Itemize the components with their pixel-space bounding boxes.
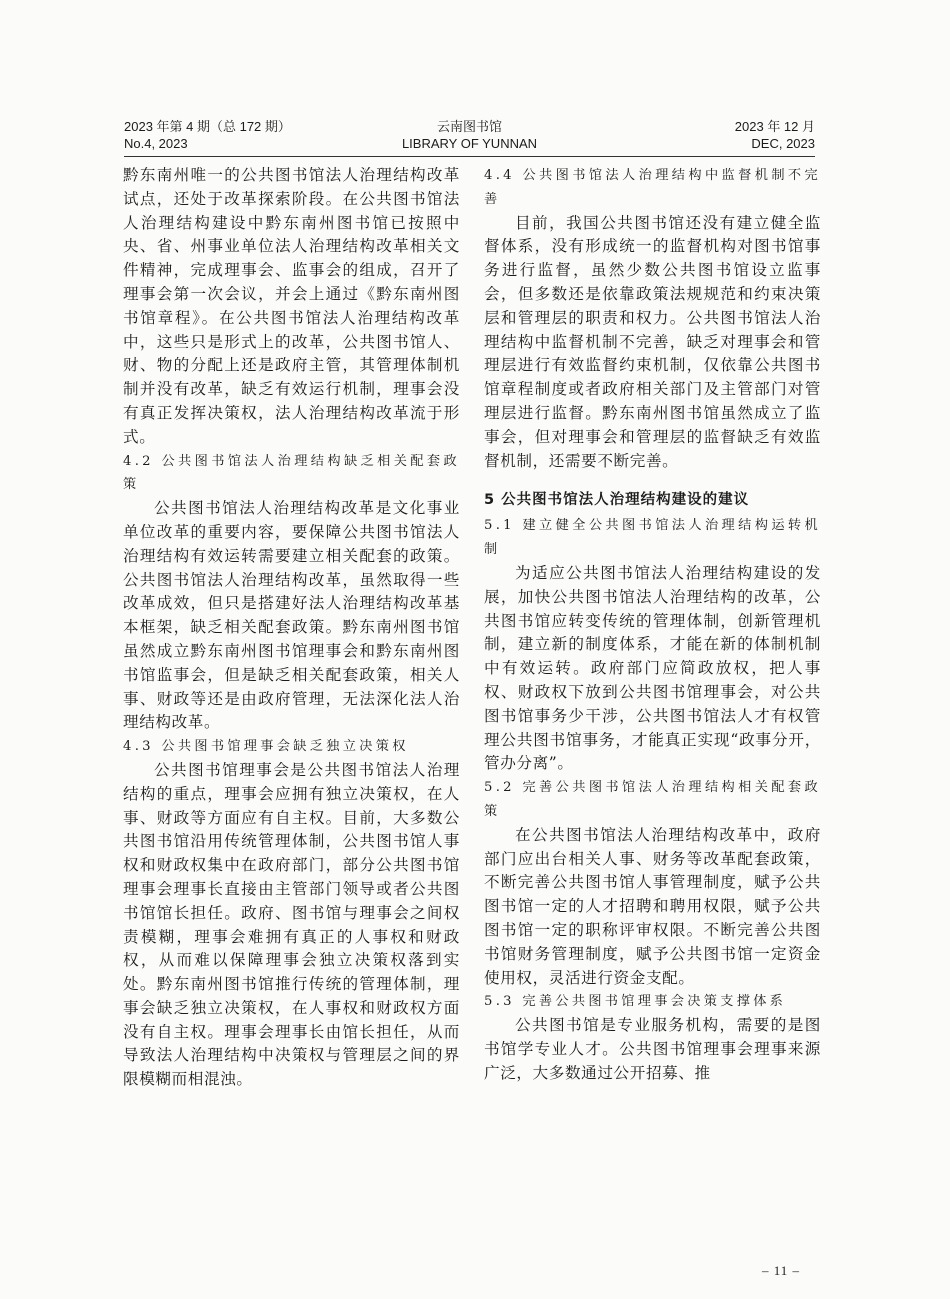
section-heading-5-1: 5.1 建立健全公共图书馆法人治理结构运转机制 — [484, 518, 821, 558]
page-header — [124, 118, 815, 158]
date-cn: 2023 年 12 月 — [734, 119, 815, 134]
paragraph: 公共图书馆理事会是公共图书馆法人治理结构的重点，理事会应拥有独立决策权，在人事、财政等方面应有自主权。目前，大多数公共图书馆沿用传统管理体制，公共图书馆人事权和财政权集中在政府部门，部分公共图书馆理事会理事长直接由主管部门领导或者公共图书馆馆长担任。政府、图书馆与理事会之间权责模糊，理事会难拥有真正的人事权和财政权，从而难以保障理事会独立决策权落到实处。黔东南州图书馆推行传统的管理体制，理事会缺乏独立决策权，在人事权和财政权方面没有自主权。理事会理事长由馆长担任，从而导致法人治理结构中决策权与管理层之间的界限模糊而相混浊。 — [123, 760, 460, 1089]
section-heading-5-3: 5.3 完善公共图书馆理事会决策支撑体系 — [484, 994, 787, 1010]
right-column — [484, 164, 821, 1085]
paragraph: 公共图书馆是专业服务机构，需要的是图书馆学专业人才。公共图书馆理事会理事来源广泛，大多数通过公开招募、推 — [484, 1016, 821, 1082]
paragraph: 目前，我国公共图书馆还没有建立健全监督体系，没有形成统一的监督机构对图书馆事务进行监督，虽然少数公共图书馆设立监事会，但多数还是依靠政策法规规范和约束决策层和管理层的职责和权力。公共图书馆法人治理结构中监督机制不完善，缺乏对理事会和管理层进行有效监督约束机制，仅依靠公共图书馆章程制度或者政府相关部门及主管部门对管理层进行监督。黔东南州图书馆虽然成立了监事会，但对理事会和管理层的监督缺乏有效监督机制，还需要不断完善。 — [484, 213, 821, 470]
header-journal — [124, 118, 815, 152]
paragraph: 公共图书馆法人治理结构改革是文化事业单位改革的重要内容，要保障公共图书馆法人治理结构有效运转需要建立相关配套的政策。公共图书馆法人治理结构改革，虽然取得一些改革成效，但只是搭建好法人治理结构改革基本框架，缺乏相关配套政策。黔东南州图书馆虽然成立黔东南州图书馆理事会和黔东南州图书馆监事会，但是缺乏相关配套政策，相关人事、财政等还是由政府管理，无法深化法人治理结构改革。 — [123, 499, 460, 732]
journal-cn: 云南图书馆 — [436, 119, 502, 134]
section-heading-5-2: 5.2 完善公共图书馆法人治理结构相关配套政策 — [484, 780, 821, 819]
paragraph: 在公共图书馆法人治理结构改革中，政府部门应出台相关人事、财务等改革配套政策，不断完善公共图书馆人事管理制度，赋予公共图书馆一定的人才招聘和聘用权限，赋予公共图书馆一定的职称评审权限。不断完善公共图书馆财务管理制度，赋予公共图书馆一定资金使用权，灵活进行资金支配。 — [484, 825, 821, 987]
issue-en: No.4, 2023 — [124, 136, 188, 151]
paragraph: 为适应公共图书馆法人治理结构建设的发展，加快公共图书馆法人治理结构的改革，公共图书馆应转变传统的管理体制，创新管理机制，建立新的制度体系，才能在新的体制机制中有效运转。政府部门应简政放权，把人事权、财政权下放到公共图书馆理事会，对公共图书馆事务少干涉，公共图书馆法人才有权管理公共图书馆事务，才能真正实现“政事分开，管办分离”。 — [484, 563, 821, 773]
paragraph: 黔东南州唯一的公共图书馆法人治理结构改革试点，还处于改革探索阶段。在公共图书馆法人治理结构建设中黔东南州图书馆已按照中央、省、州事业单位法人治理结构改革相关文件精神，完成理事会、监事会的组成，召开了理事会第一次会议，并会上通过《黔东南州图书馆章程》。在公共图书馆法人治理结构改革中，这些只是形式上的改革，公共图书馆人、财、物的分配上还是政府主管，其管理体制机制并没有改革，缺乏有效运行机制，理事会没有真正发挥决策权，法人治理结构改革流于形式。 — [123, 166, 460, 446]
left-column — [123, 164, 460, 1092]
header-date — [735, 118, 815, 152]
section-heading-5: 5 公共图书馆法人治理结构建设的建议 — [484, 492, 750, 509]
journal-en: LIBRARY OF YUNNAN — [401, 136, 538, 151]
section-heading-4-4: 4.4 公共图书馆法人治理结构中监督机制不完善 — [484, 168, 821, 207]
page-number: – 11 – — [762, 1263, 801, 1278]
section-heading-4-3: 4.3 公共图书馆理事会缺乏独立决策权 — [123, 739, 409, 755]
section-heading-4-2: 4.2 公共图书馆法人治理结构缺乏相关配套政策 — [123, 453, 460, 493]
header-rule — [124, 156, 815, 157]
date-en: DEC, 2023 — [751, 136, 815, 151]
issue-cn: 2023 年第 4 期（总 172 期） — [124, 119, 291, 134]
